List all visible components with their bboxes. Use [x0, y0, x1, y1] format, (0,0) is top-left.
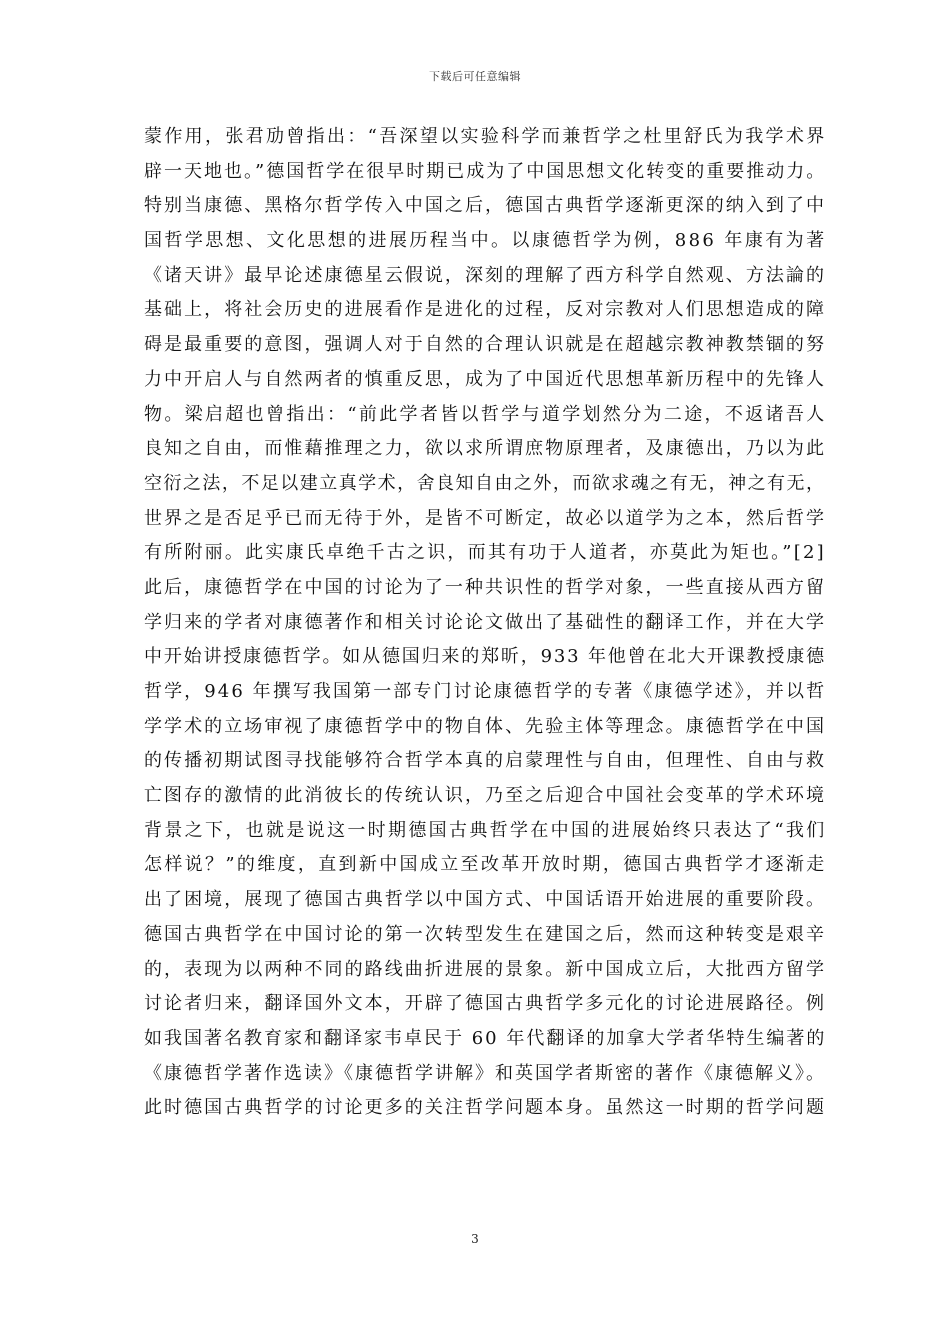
- text-line: 此时德国古典哲学的讨论更多的关注哲学问题本身。虽然这一时期的哲学问题: [144, 1097, 827, 1119]
- text-line: 此后，康德哲学在中国的讨论为了一种共识性的哲学对象，一些直接从西方留: [144, 576, 827, 598]
- text-line: 良知之自由，而惟藉推理之力，欲以求所谓庶物原理者，及康德出，乃以为此: [144, 438, 827, 460]
- text-line: 《诸天讲》最早论述康德星云假说，深刻的理解了西方科学自然观、方法論的: [144, 264, 827, 286]
- text-line: 有所附丽。此实康氏卓绝千古之识，而其有功于人道者，亦莫此为矩也。”[2]: [144, 542, 826, 564]
- text-line: 如我国著名教育家和翻译家韦卓民于 60 年代翻译的加拿大学者华特生编著的: [144, 1027, 827, 1049]
- page-number: 3: [471, 1232, 479, 1246]
- text-line: 德国古典哲学在中国讨论的第一次转型发生在建国之后，然而这种转变是艰辛: [144, 923, 827, 945]
- text-line: 物。梁启超也曾指出：“前此学者皆以哲学与道学划然分为二途，不返诸吾人: [144, 403, 827, 425]
- text-line: 辟一天地也。”德国哲学在很早时期已成为了中国思想文化转变的重要推动力。: [144, 160, 827, 182]
- text-line: 学学术的立场审视了康德哲学中的物自体、先验主体等理念。康德哲学在中国: [144, 715, 827, 737]
- text-line: 基础上，将社会历史的进展看作是进化的过程，反对宗教对人们思想造成的障: [144, 299, 827, 321]
- text-line: 蒙作用，张君劢曾指出：“吾深望以实验科学而兼哲学之杜里舒氏为我学术界: [144, 126, 827, 147]
- body-text: [144, 120, 827, 1126]
- text-line: 《康德哲学著作选读》《康德哲学讲解》和英国学者斯密的著作《康德解义》。: [144, 1062, 826, 1084]
- text-line: 哲学，946 年撰写我国第一部专门讨论康德哲学的专著《康德学述》，并以哲: [144, 681, 827, 702]
- text-line: 空衍之法，不足以建立真学术，舍良知自由之外，而欲求魂之有无，神之有无，: [144, 472, 826, 494]
- text-line: 特别当康德、黑格尔哲学传入中国之后，德国古典哲学逐渐更深的纳入到了中: [144, 195, 827, 217]
- text-line: 中开始讲授康德哲学。如从德国归来的郑昕，933 年他曾在北大开课教授康德: [144, 646, 826, 668]
- text-line: 的传播初期试图寻找能够符合哲学本真的启蒙理性与自由，但理性、自由与救: [144, 750, 827, 772]
- text-line: 世界之是否足乎已而无待于外，是皆不可断定，故必以道学为之本，然后哲学: [144, 507, 827, 529]
- text-line: 学归来的学者对康德著作和相关讨论论文做出了基础性的翻译工作，并在大学: [144, 611, 827, 633]
- text-line: 背景之下，也就是说这一时期德国古典哲学在中国的进展始终只表达了“我们: [144, 819, 827, 841]
- text-line: 的，表现为以两种不同的路线曲折进展的景象。新中国成立后，大批西方留学: [144, 958, 827, 980]
- page-header: 下载后可任意编辑: [429, 70, 521, 83]
- text-line: 怎样说？”的维度，直到新中国成立至改革开放时期，德国古典哲学才逐渐走: [144, 854, 827, 876]
- text-line: 亡图存的激情的此消彼长的传统认识，乃至之后迎合中国社会变革的学术环境: [144, 785, 827, 807]
- text-line: 出了困境，展现了德国古典哲学以中国方式、中国话语开始进展的重要阶段。: [144, 889, 827, 911]
- text-line: 讨论者归来，翻译国外文本，开辟了德国古典哲学多元化的讨论进展路径。例: [144, 993, 827, 1015]
- text-line: 力中开启人与自然两者的慎重反思，成为了中国近代思想革新历程中的先锋人: [144, 368, 827, 390]
- text-line: 碍是最重要的意图，强调人对于自然的合理认识就是在超越宗教神教禁锢的努: [144, 334, 827, 356]
- text-line: 国哲学思想、文化思想的进展历程当中。以康德哲学为例，886 年康有为著: [144, 230, 827, 252]
